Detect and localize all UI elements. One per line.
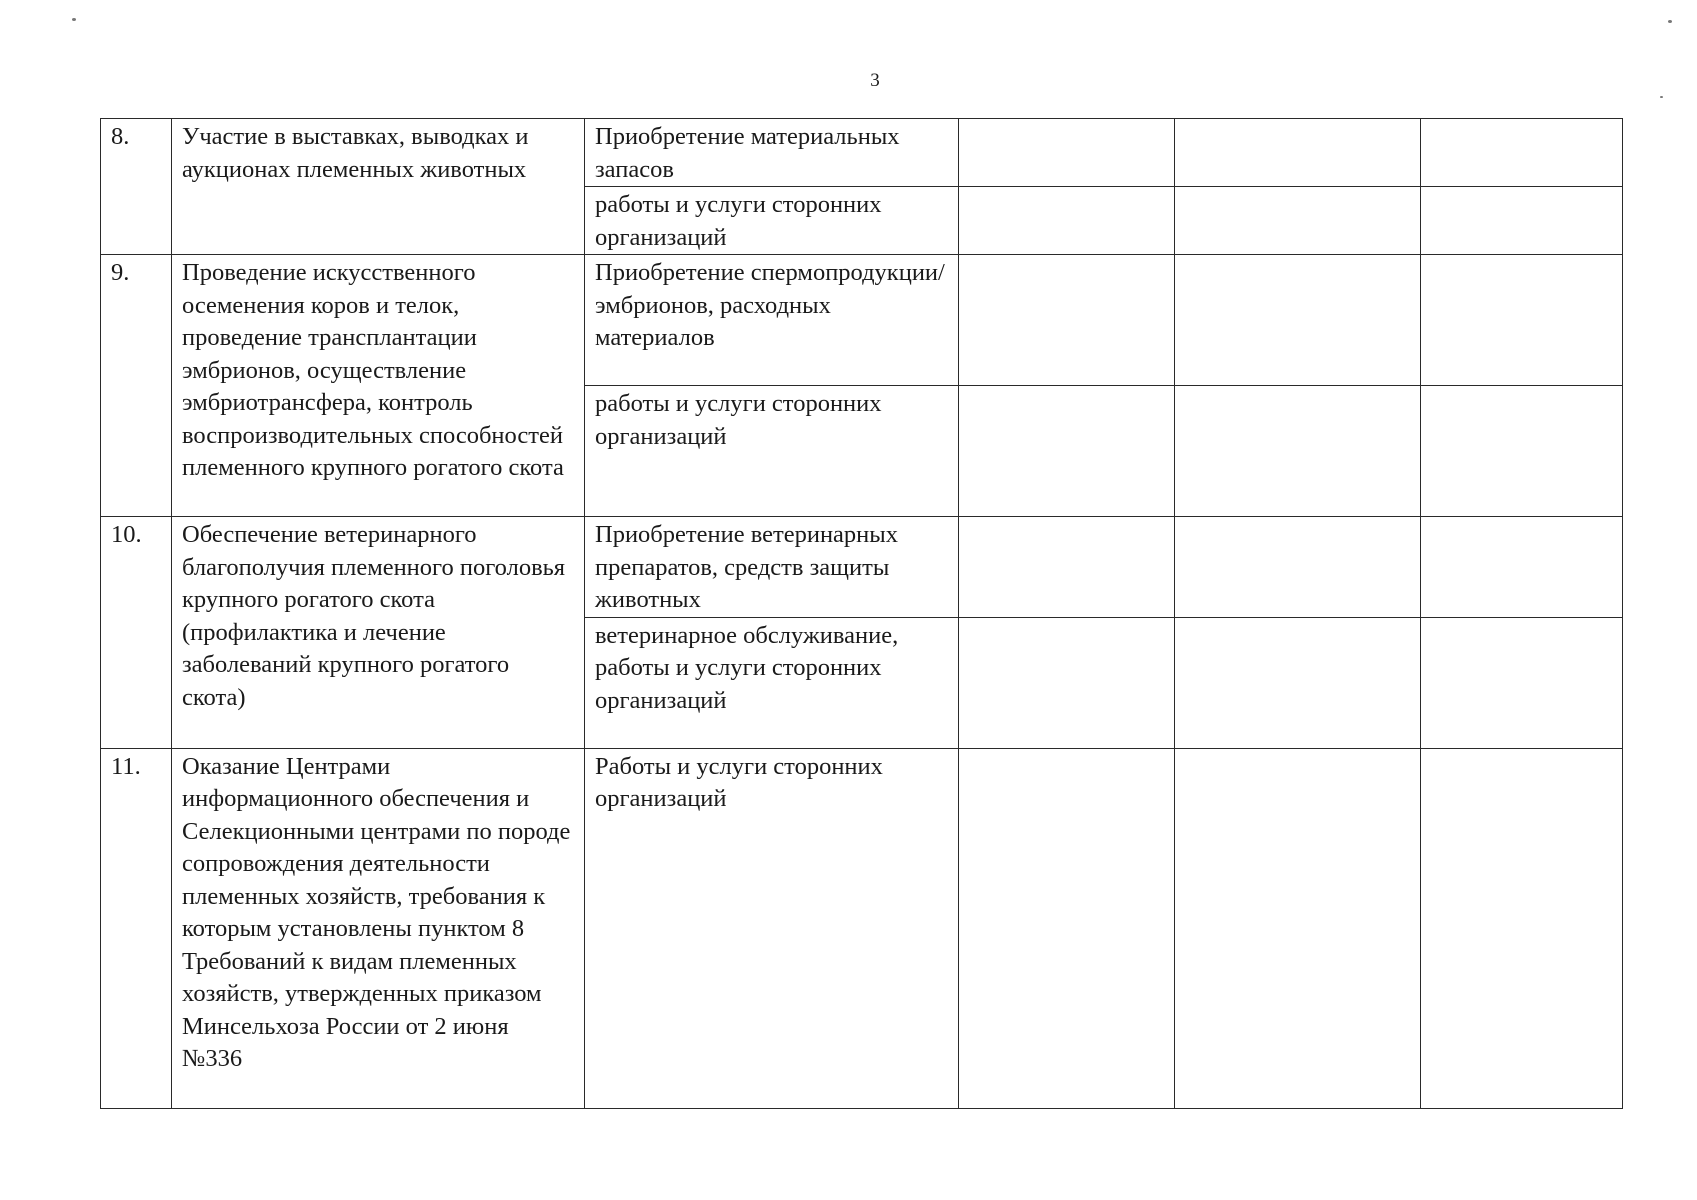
scan-speck — [72, 18, 76, 21]
row-number: 9. — [101, 255, 172, 517]
expense-cell: ветеринарное обслуживание, работы и услуги сторонних организаций — [585, 617, 959, 748]
row-number: 10. — [101, 517, 172, 749]
row-number: 11. — [101, 748, 172, 1108]
table-row — [101, 255, 1623, 386]
empty-cell — [1421, 386, 1623, 517]
activity-cell: Обеспечение ветеринарного благополучия племенного поголовья крупного рогатого скота (профилактика и лечение заболеваний крупного рогатого скота) — [172, 517, 585, 749]
empty-cell — [959, 255, 1175, 386]
expenses-table — [100, 118, 1623, 1109]
table-row — [101, 748, 1623, 1108]
empty-cell — [959, 617, 1175, 748]
empty-cell — [1175, 187, 1421, 255]
empty-cell — [959, 748, 1175, 1108]
table-row — [101, 517, 1623, 618]
empty-cell — [1421, 119, 1623, 187]
expense-cell: Приобретение ветеринарных препаратов, средств защиты животных — [585, 517, 959, 618]
empty-cell — [1421, 187, 1623, 255]
activity-cell: Проведение искусственного осеменения коров и телок, проведение трансплантации эмбрионов, осуществление эмбриотрансфера, контроль воспроизводительных способностей племенного крупного рогатого скота — [172, 255, 585, 517]
empty-cell — [959, 187, 1175, 255]
empty-cell — [959, 119, 1175, 187]
page-number: 3 — [870, 70, 880, 91]
activity-cell: Оказание Центрами информационного обеспечения и Селекционными центрами по породе сопровождения деятельности племенных хозяйств, требования к которым установлены пунктом 8 Требований к видам племенных хозяйств, утвержденных приказом Минсельхоза России от 2 июня №336 — [172, 748, 585, 1108]
empty-cell — [1421, 255, 1623, 386]
empty-cell — [1175, 255, 1421, 386]
scan-speck — [1668, 20, 1672, 23]
expense-cell: Приобретение спермопродукции/ эмбрионов, расходных материалов — [585, 255, 959, 386]
expense-cell: работы и услуги сторонних организаций — [585, 386, 959, 517]
expense-cell: Работы и услуги сторонних организаций — [585, 748, 959, 1108]
empty-cell — [1421, 617, 1623, 748]
scan-speck — [1660, 96, 1663, 98]
activity-cell: Участие в выставках, выводках и аукционах племенных животных — [172, 119, 585, 255]
expense-cell: работы и услуги сторонних организаций — [585, 187, 959, 255]
empty-cell — [959, 517, 1175, 618]
empty-cell — [1421, 517, 1623, 618]
empty-cell — [959, 386, 1175, 517]
empty-cell — [1175, 748, 1421, 1108]
table-row — [101, 119, 1623, 187]
empty-cell — [1175, 119, 1421, 187]
expense-cell: Приобретение материальных запасов — [585, 119, 959, 187]
empty-cell — [1421, 748, 1623, 1108]
empty-cell — [1175, 386, 1421, 517]
empty-cell — [1175, 617, 1421, 748]
row-number: 8. — [101, 119, 172, 255]
empty-cell — [1175, 517, 1421, 618]
